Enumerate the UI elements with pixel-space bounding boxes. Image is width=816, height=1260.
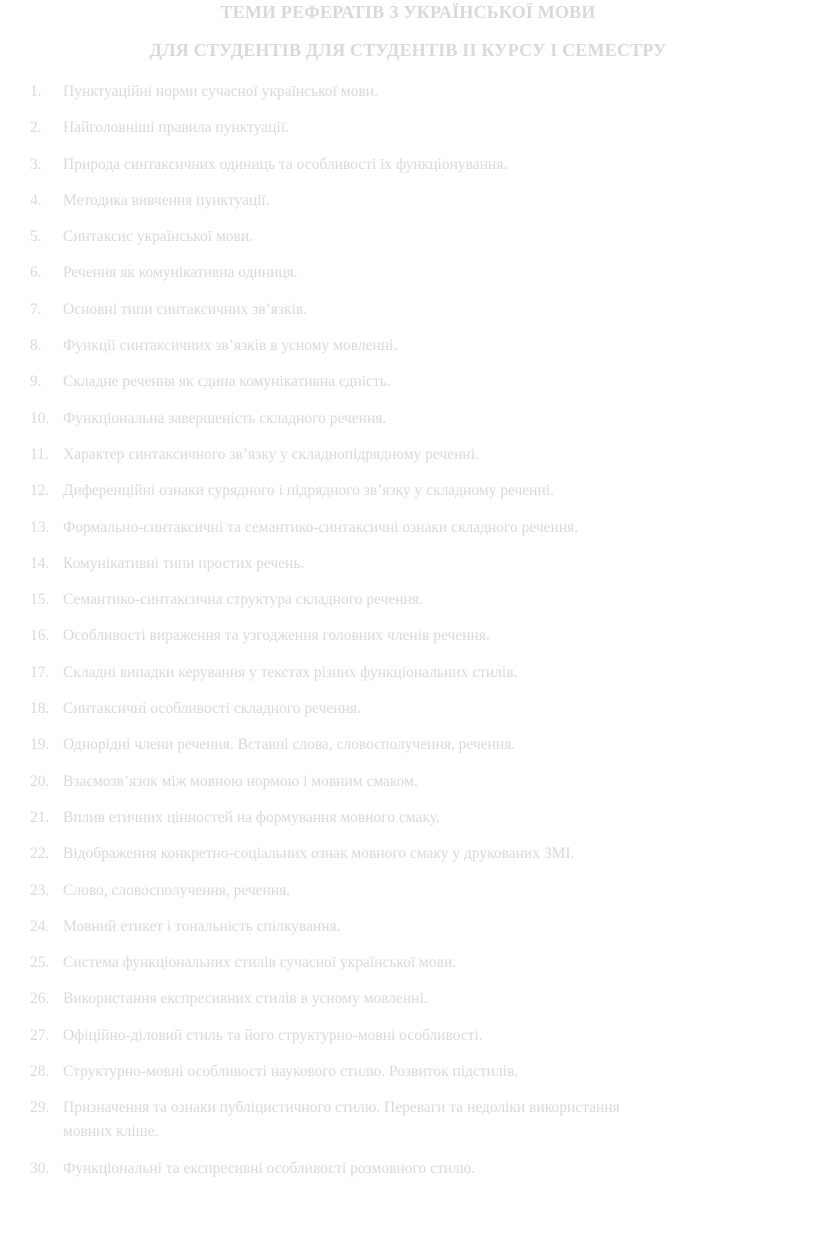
list-item-number: 20. (30, 772, 50, 790)
list-item-text: Синтаксис української мови. (63, 228, 254, 246)
list-item-number: 21. (30, 808, 50, 826)
list-item-number: 22. (30, 845, 50, 863)
list-item (30, 842, 812, 866)
list-item-text: Природа синтаксичних одиниць та особливості їх функціонування. (63, 155, 508, 173)
list-item (30, 407, 812, 431)
list-item (30, 806, 812, 830)
list-item-number: 9. (30, 373, 42, 391)
list-item (30, 516, 812, 540)
list-item-number: 30. (30, 1159, 50, 1177)
list-item-number: 3. (30, 155, 42, 173)
list-item-number: 24. (30, 917, 50, 935)
list-item (30, 951, 812, 975)
list-item (30, 443, 812, 467)
list-item (30, 733, 812, 757)
list-item-number: 2. (30, 119, 42, 137)
list-item-number: 28. (30, 1063, 50, 1081)
list-item-text: Функціональні та експресивні особливості розмовного стилю. (63, 1159, 476, 1177)
list-item-text: Функції синтаксичних зв’язків в усному мовленні. (63, 337, 398, 355)
list-item (30, 80, 812, 104)
list-item (30, 624, 812, 648)
list-item-text: Призначення та ознаки публіцистичного стилю. Переваги та недоліки використання (63, 1099, 620, 1117)
list-item-number: 23. (30, 881, 50, 899)
list-item (30, 189, 812, 213)
list-item-text: Складне речення як єдина комунікативна єдність. (63, 373, 391, 391)
list-item-number: 5. (30, 228, 42, 246)
list-item-number: 25. (30, 954, 50, 972)
document-subtitle: ДЛЯ СТУДЕНТІВ ДЛЯ СТУДЕНТІВ ІІ КУРСУ І СЕМЕСТРУ (149, 40, 667, 60)
list-item-text: Диференційні ознаки сурядного і підрядного зв’язку у складному реченні. (63, 482, 554, 500)
list-item-number: 4. (30, 191, 42, 209)
list-item-text: Формально-синтаксичні та семантико-синтаксичні ознаки складного речення. (63, 518, 579, 536)
list-item-number: 1. (30, 83, 42, 100)
list-item (30, 370, 812, 394)
list-item-text: Функціональна завершеність складного речення. (63, 409, 387, 427)
document-title: ТЕМИ РЕФЕРАТІВ З УКРАЇНСЬКОЇ МОВИ (220, 2, 596, 22)
list-item (30, 479, 812, 503)
list-item (30, 987, 812, 1011)
topics-list (30, 80, 812, 1193)
list-item-text: Пунктуаційні норми сучасної української мови. (63, 83, 378, 100)
list-item-text: Найголовніші правила пунктуації. (63, 119, 289, 137)
list-item-text: Використання експресивних стилів в усному мовленні. (63, 990, 428, 1008)
list-item-text: Речення як комунікативна одиниця. (63, 264, 298, 282)
list-item (30, 770, 812, 794)
list-item-text: Вплив етичних цінностей на формування мовного смаку. (63, 808, 440, 826)
list-item-text: Комунікативні типи простих речень. (63, 554, 305, 572)
list-item-number: 6. (30, 264, 42, 282)
list-item (30, 116, 812, 140)
list-item-number: 15. (30, 591, 50, 609)
list-item-text: Складні випадки керування у текстах різних функціональних стилів. (63, 663, 518, 681)
list-item (30, 915, 812, 939)
list-item (30, 1096, 812, 1144)
list-item (30, 153, 812, 177)
list-item-number: 27. (30, 1026, 50, 1044)
list-item-number: 7. (30, 300, 42, 318)
list-item-number: 19. (30, 736, 50, 754)
list-item-text: Синтаксичні особливості складного речення. (63, 700, 361, 718)
list-item-text: Семантико-синтаксична структура складного речення. (63, 591, 423, 609)
list-item (30, 661, 812, 685)
list-item-text: Взаємозв’язок між мовною нормою і мовним смаком. (63, 772, 418, 790)
list-item-number: 14. (30, 554, 50, 572)
list-item-text: Характер синтаксичного зв’язку у складнопідрядному реченні. (63, 445, 479, 463)
list-item-number: 12. (30, 482, 50, 500)
list-item (30, 298, 812, 322)
list-item (30, 1060, 812, 1084)
list-item-number: 10. (30, 409, 50, 427)
list-item (30, 879, 812, 903)
list-item-text: Однорідні члени речення. Вставні слова, словосполучення, речення. (63, 736, 516, 754)
list-item-text: Система функціональних стилів сучасної української мови. (63, 954, 457, 972)
list-item-text: Структурно-мовні особливості наукового стилю. Розвиток підстилів. (63, 1063, 519, 1081)
list-item-text: Основні типи синтаксичних зв’язків. (63, 300, 307, 318)
list-item-number: 26. (30, 990, 50, 1008)
list-item-text: Мовний етикет і тональність спілкування. (63, 917, 341, 935)
list-item (30, 552, 812, 576)
list-item-number: 16. (30, 627, 50, 645)
list-item-text: Методика вивчення пунктуації. (63, 191, 270, 209)
list-item-number: 17. (30, 663, 50, 681)
list-item (30, 1157, 812, 1181)
list-item-text: Слово, словосполучення, речення. (63, 881, 291, 899)
list-item-text: Офіційно-діловий стиль та його структурно-мовні особливості. (63, 1026, 483, 1044)
list-item (30, 1024, 812, 1048)
list-item (30, 588, 812, 612)
list-item (30, 261, 812, 285)
list-item-number: 18. (30, 700, 50, 718)
list-item-text: Особливості вираження та узгодження головних членів речення. (63, 627, 490, 645)
list-item (30, 697, 812, 721)
list-item (30, 334, 812, 358)
list-item-number: 11. (30, 445, 49, 463)
list-item (30, 225, 812, 249)
list-item-number: 8. (30, 337, 42, 355)
list-item-number: 29. (30, 1099, 50, 1117)
list-item-text: Відображення конкретно-соціальних ознак мовного смаку у друкованих ЗМІ. (63, 845, 575, 863)
list-item-text-continued: мовних кліше. (63, 1123, 159, 1141)
list-item-number: 13. (30, 518, 50, 536)
